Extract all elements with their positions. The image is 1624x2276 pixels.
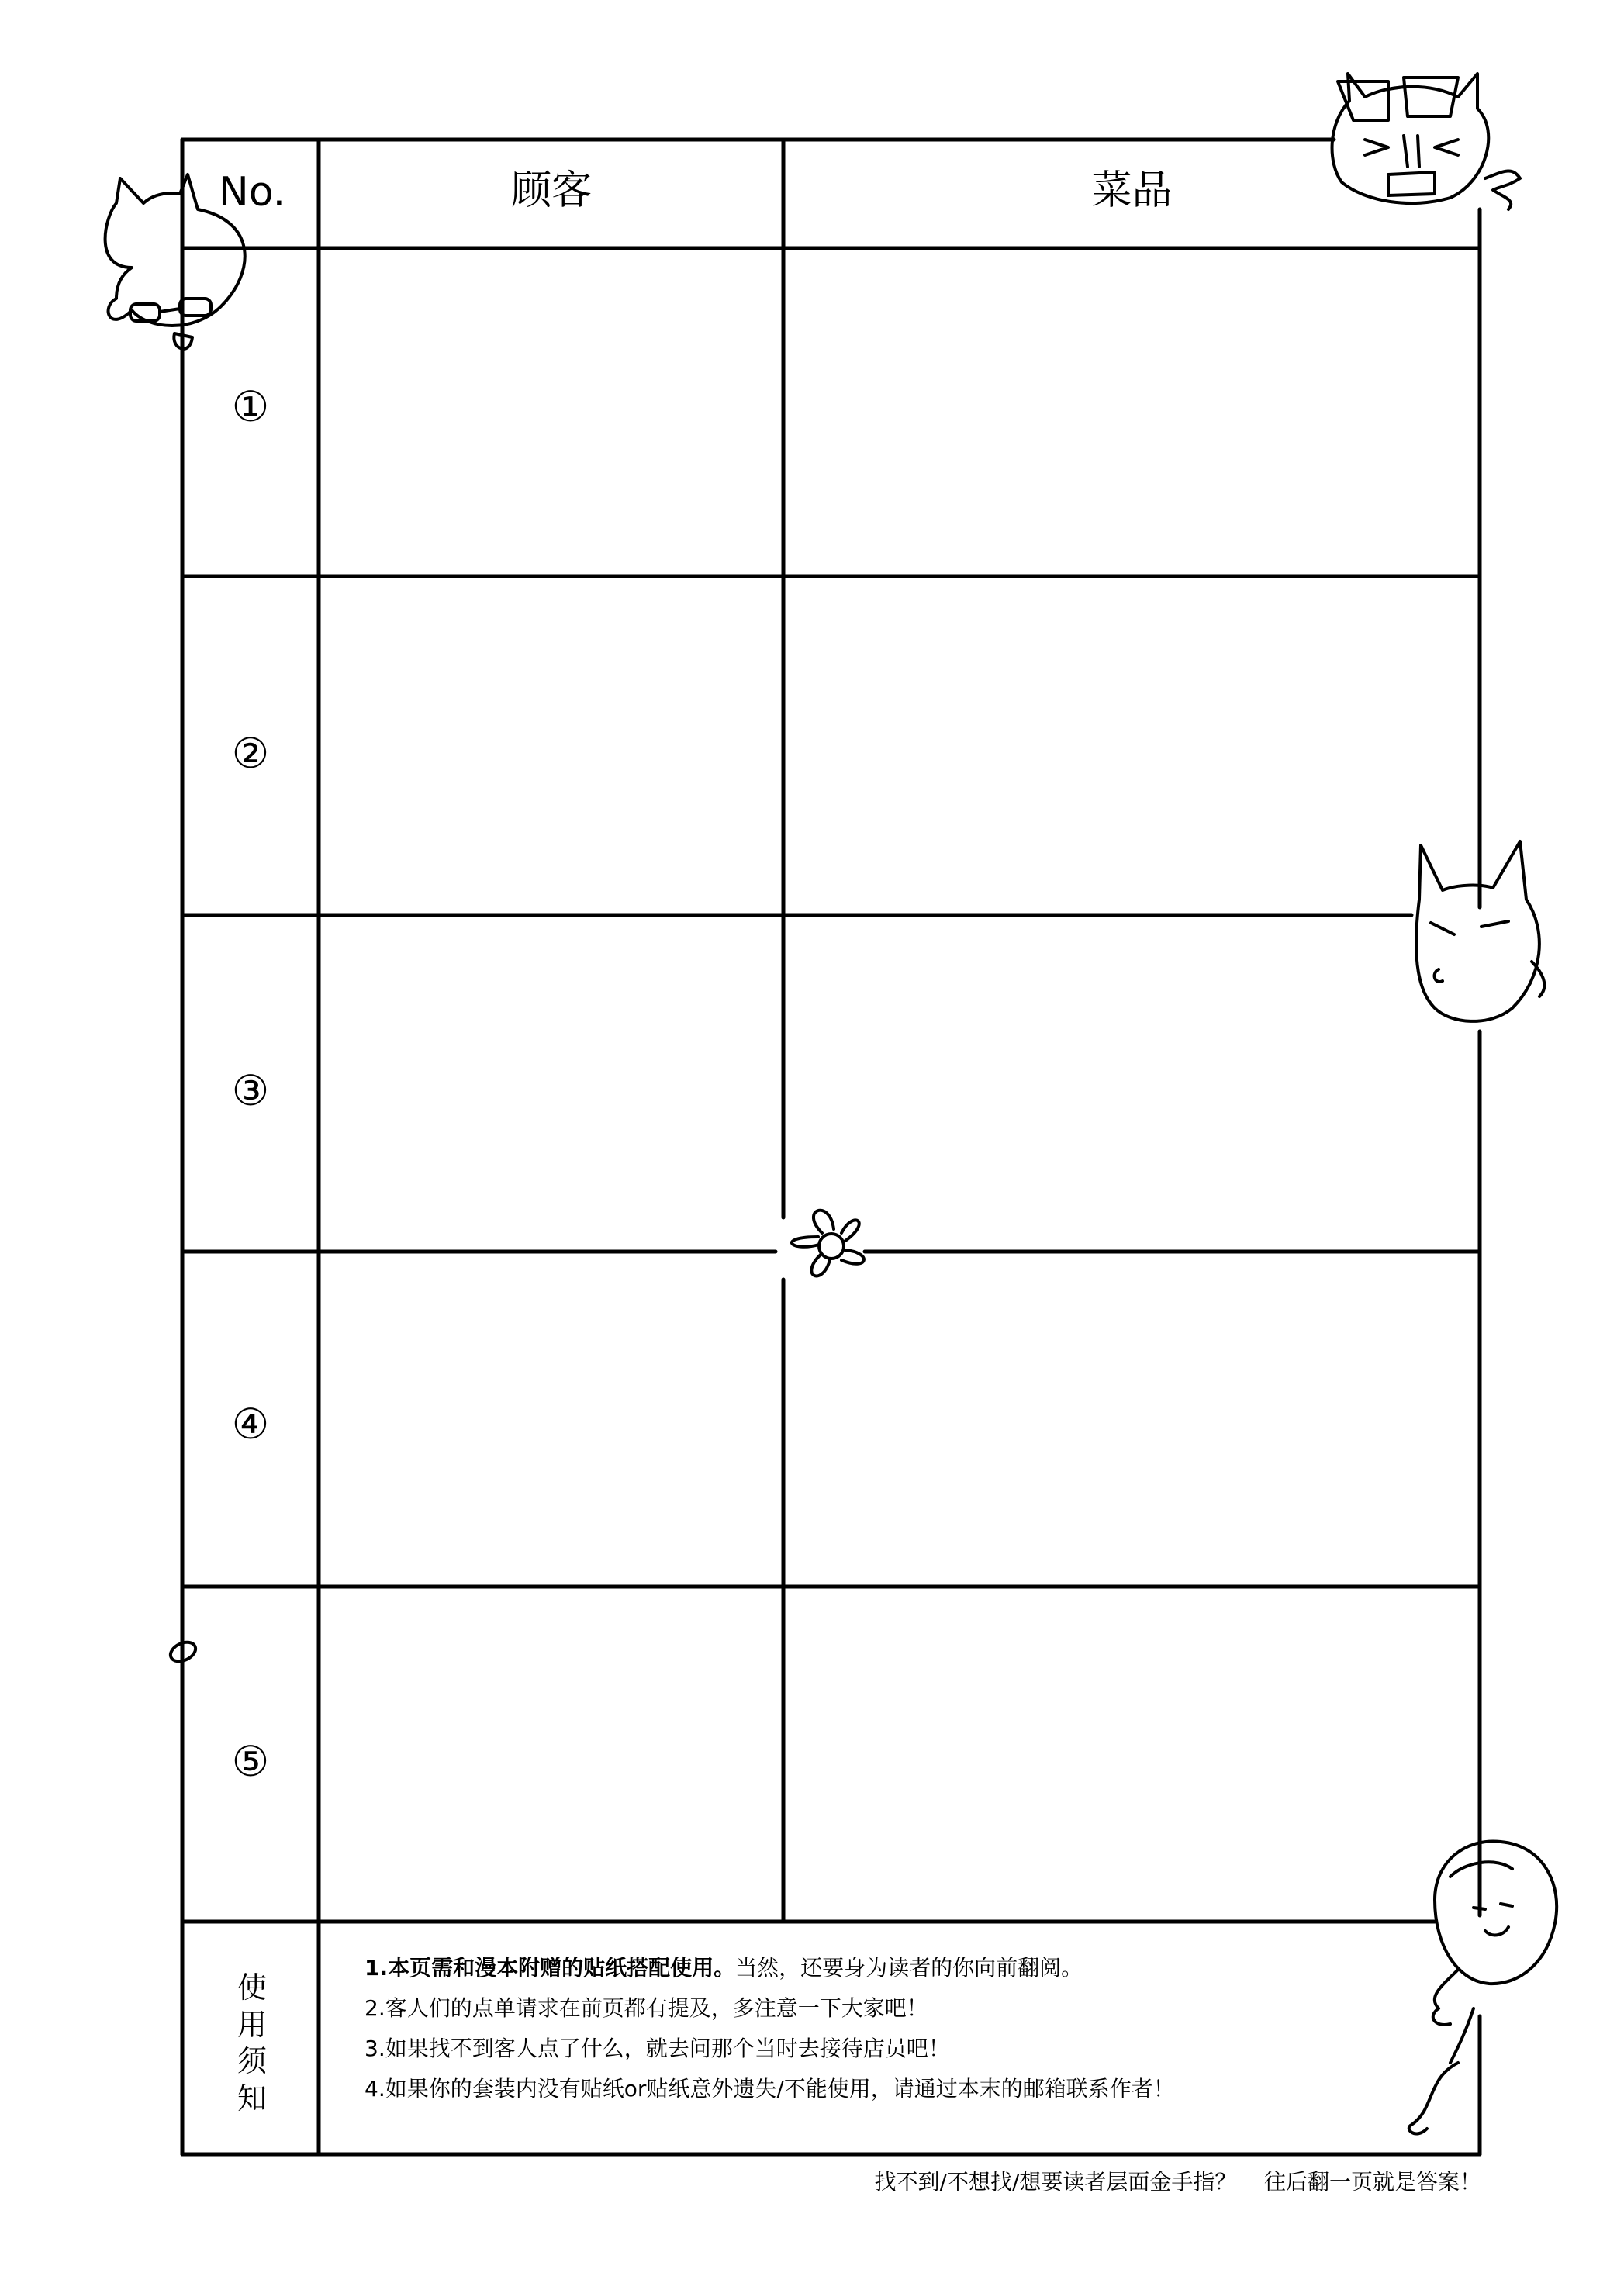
header-customer: 顾客	[510, 168, 592, 214]
row-number: ③	[231, 1066, 270, 1115]
header-dish: 菜品	[1091, 168, 1173, 214]
notes-title-char: 须	[237, 2044, 267, 2078]
footer-hint: 找不到/不想找/想要读者层面金手指？ 往后翻一页就是答案！	[874, 2169, 1481, 2195]
row-number: ②	[231, 729, 270, 778]
row-number: ⑤	[231, 1737, 270, 1786]
customer-cell-5[interactable]	[323, 1590, 780, 1919]
note-item-1-text: 当然，还要身为读者的你向前翻阅。	[735, 1955, 1083, 1981]
notes-title-char: 使	[237, 1970, 267, 2005]
dish-cell-2[interactable]	[787, 580, 1477, 912]
header-no: No.	[218, 169, 286, 216]
note-item-3	[365, 2038, 950, 2060]
note-item-2-text: 2.客人们的点单请求在前页都有提及，多注意一下大家吧！	[365, 1995, 928, 2021]
customer-cell-2[interactable]	[323, 580, 780, 912]
note-item-4	[365, 2078, 1175, 2100]
dish-cell-5[interactable]	[787, 1590, 1477, 1919]
note-item-4-text: 4.如果你的套装内没有贴纸or贴纸意外遗失/不能使用，请通过本末的邮箱联系作者！	[365, 2076, 1175, 2102]
dish-cell-1[interactable]	[787, 252, 1477, 573]
note-item-1	[365, 1957, 1083, 1979]
dish-cell-3[interactable]	[787, 919, 1477, 1249]
note-item-1-bold: 1.本页需和漫本附赠的贴纸搭配使用。	[365, 1955, 736, 1981]
notes-title	[229, 1970, 275, 2117]
customer-cell-1[interactable]	[323, 252, 780, 573]
customer-cell-3[interactable]	[323, 919, 780, 1249]
notes-title-char: 用	[237, 2007, 267, 2042]
dish-cell-4[interactable]	[787, 1255, 1477, 1584]
customer-cell-4[interactable]	[323, 1255, 780, 1584]
note-item-3-text: 3.如果找不到客人点了什么，就去问那个当时去接待店员吧！	[365, 2036, 950, 2061]
row-number: ①	[231, 382, 270, 431]
note-item-2	[365, 1995, 928, 2021]
notes-title-char: 知	[237, 2081, 267, 2115]
row-number: ④	[231, 1400, 270, 1449]
